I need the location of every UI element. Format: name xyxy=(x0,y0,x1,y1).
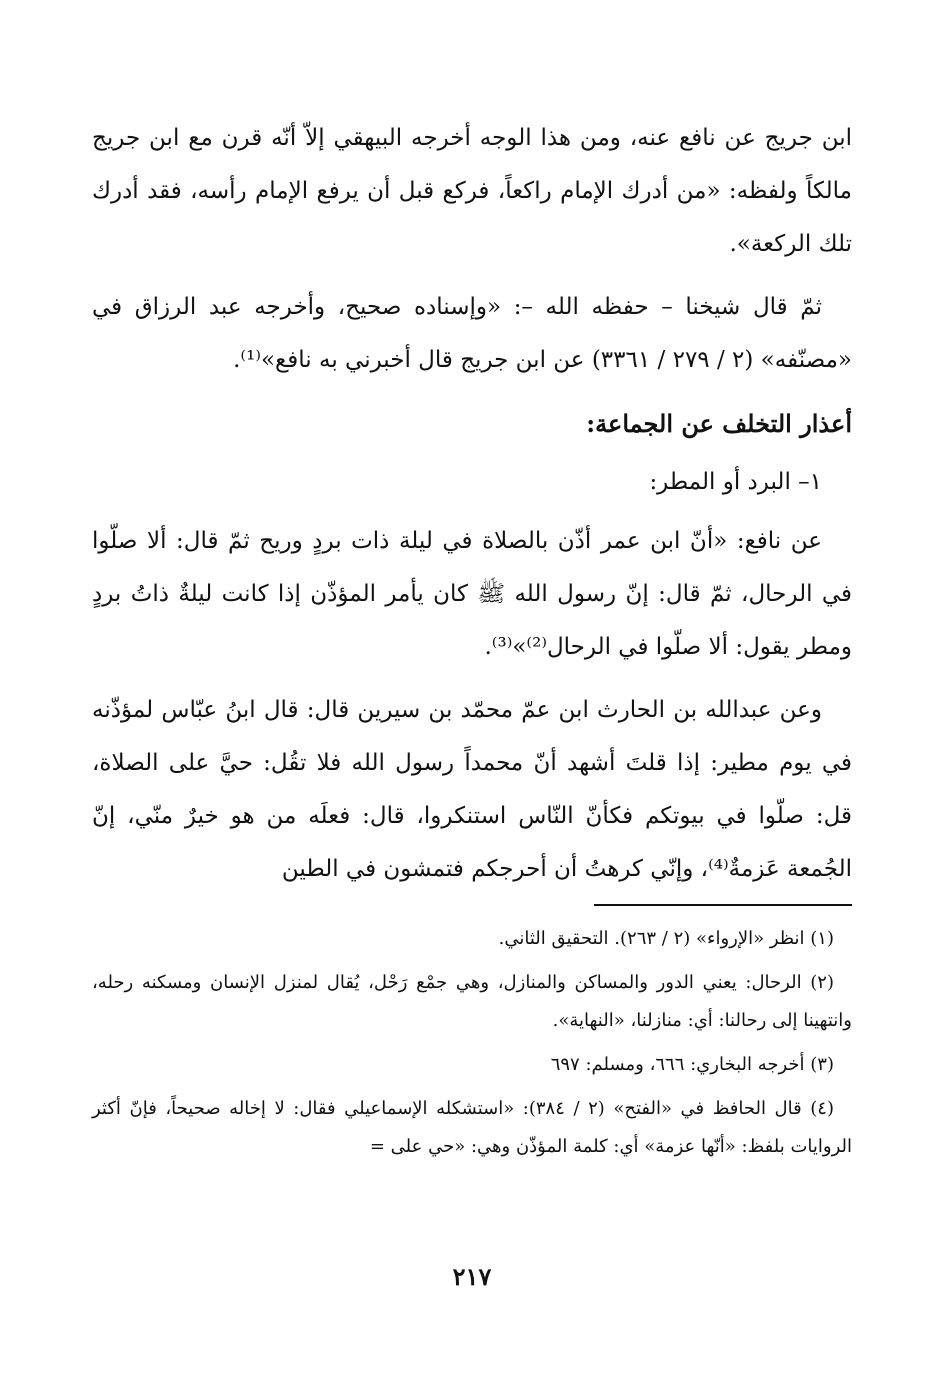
footnote-separator xyxy=(594,904,852,906)
footnote-1: (١) انظر «الإرواء» (٢ / ٢٦٣). التحقيق الثاني. xyxy=(498,928,834,949)
footnote-2: (٢) الرحال: يعني الدور والمساكن والمنازل، وهي جمْع رَحْل، يُقال لمنزل الإنسان ومسكنه رحله، وانتهينا إلى رحالنا: أي: منازلنا، «النهاية». xyxy=(92,972,852,1031)
footnote-3: (٣) أخرجه البخاري: ٦٦٦، ومسلم: ٦٩٧ xyxy=(550,1054,834,1075)
document-page xyxy=(92,0,852,1378)
subheading-cold-rain: ١– البرد أو المطر: xyxy=(649,469,822,495)
paragraph-1: ابن جريج عن نافع عنه، ومن هذا الوجه أخرجه البيهقي إلاّ أنّه قرن مع ابن جريج مالكاً ولفظه: «من أدرك الإمام راكعاً، فركع قبل أن يرفع الإمام رأسه، فقد أدرك تلك الركعة». xyxy=(92,125,852,257)
footnote-4: (٤) قال الحافظ في «الفتح» (٢ / ٣٨٤): «استشكله الإسماعيلي فقال: لا إخاله صحيحاً، فإنّ أكثر الروايات بلفظ: «أنّها عزمة» أي: كلمة المؤذّن وهي: «حي على = xyxy=(92,1098,852,1157)
main-text xyxy=(92,112,852,906)
section-heading: أعذار التخلف عن الجماعة: xyxy=(586,409,852,438)
paragraph-2: ثمّ قال شيخنا – حفظه الله –: «وإسناده صحيح، وأخرجه عبد الرزاق في «مصنّفه» (٢ / ٢٧٩ / ٣٣٦١) عن ابن جريج قال أخبرني به نافع»⁽¹⁾. xyxy=(92,294,852,373)
page-number: ٢١٧ xyxy=(452,1262,492,1291)
footnotes xyxy=(92,920,852,1172)
paragraph-4: وعن عبدالله بن الحارث ابن عمّ محمّد بن سيرين قال: قال ابنُ عبّاس لمؤذّنه في يوم مطير: إذا قلتَ أشهد أنّ محمداً رسول الله فلا تقُل: حيَّ على الصلاة، قل: صلّوا في بيوتكم فكأنّ النّاس استنكروا، قال: فعلَه من هو خيرٌ منّي، إنّ الجُمعة عَزمةٌ⁽⁴⁾، وإنّي كرهتُ أن أحرجكم فتمشون في الطين xyxy=(92,697,852,882)
paragraph-3: عن نافع: «أنّ ابن عمر أذّن بالصلاة في ليلة ذات بردٍ وريح ثمّ قال: ألا صلّوا في الرحال، ثمّ قال: إنّ رسول الله ﷺ كان يأمر المؤذّن إذا كانت ليلةٌ ذاتُ بردٍ ومطر يقول: ألا صلّوا في الرحال⁽²⁾»⁽³⁾. xyxy=(92,528,852,660)
